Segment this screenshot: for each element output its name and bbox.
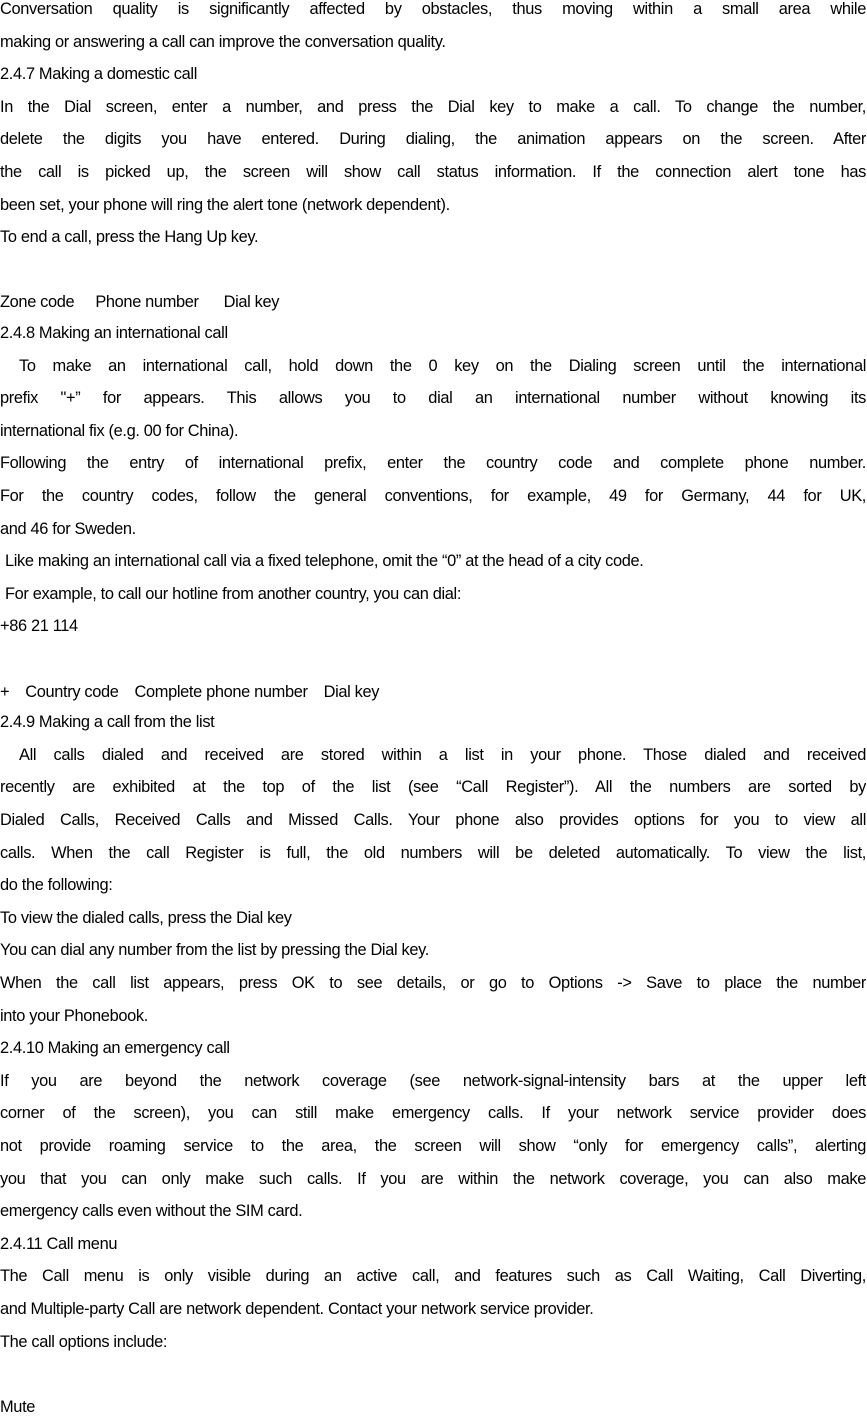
caption-zone-code: Zone code xyxy=(0,293,75,312)
caption-country-code: Country code xyxy=(25,682,119,701)
section-heading: 2.4.11 Call menu xyxy=(0,1234,118,1253)
caption-dial-key: Dial key xyxy=(223,293,280,312)
body-text: not provide roaming service to the area, the screen will show “only for emergency calls”, alerting xyxy=(0,1137,866,1155)
body-text: The call options include: xyxy=(0,1332,168,1351)
body-text: calls. When the call Register is full, the old numbers will be deleted automatically. To view the list, xyxy=(0,843,866,862)
body-text: into your Phonebook. xyxy=(0,1006,148,1025)
body-text: do the following: xyxy=(0,876,113,895)
list-item: Mute xyxy=(0,1397,36,1416)
figure-caption xyxy=(0,676,866,709)
caption-plus: + xyxy=(0,682,10,701)
body-text: All calls dialed and received are stored within a list in your phone. Those dialed and received xyxy=(19,745,866,764)
section-heading: 2.4.10 Making an emergency call xyxy=(0,1039,230,1058)
body-text: Following the entry of international prefix, enter the country code and complete phone number. xyxy=(0,454,866,473)
body-text: Conversation quality is significantly affected by obstacles, thus moving within a small area while xyxy=(0,0,866,18)
body-text: +86 21 114 xyxy=(0,617,78,636)
caption-phone-number: Phone number xyxy=(95,293,199,312)
body-text: The Call menu is only visible during an active call, and features such as Call Waiting, Call Diverting, xyxy=(0,1267,866,1286)
body-text: and Multiple-party Call are network dependent. Contact your network service provider. xyxy=(0,1300,594,1318)
body-text: To view the dialed calls, press the Dial key xyxy=(0,908,292,927)
caption-dial-key: Dial key xyxy=(323,682,380,701)
body-text: you that you can only make such calls. If you are within the network coverage, you can also make xyxy=(0,1169,866,1188)
body-text: corner of the screen), you can still make emergency calls. If your network service provider does xyxy=(0,1104,866,1123)
body-text: been set, your phone will ring the alert tone (network dependent). xyxy=(0,195,450,214)
body-text: You can dial any number from the list by pressing the Dial key. xyxy=(0,941,429,960)
body-text: For example, to call our hotline from another country, you can dial: xyxy=(5,584,462,603)
body-text: In the Dial screen, enter a number, and press the Dial key to make a call. To change the number, xyxy=(0,97,866,116)
figure-caption xyxy=(0,286,866,319)
section-heading: 2.4.7 Making a domestic call xyxy=(0,65,198,84)
body-text: international fix (e.g. 00 for China). xyxy=(0,421,239,440)
body-text: delete the digits you have entered. During dialing, the animation appears on the screen. After xyxy=(0,130,866,149)
body-text: Like making an international call via a fixed telephone, omit the “0” at the head of a city code. xyxy=(5,552,644,571)
body-text: and 46 for Sweden. xyxy=(0,519,136,538)
body-text: For the country codes, follow the general conventions, for example, 49 for Germany, 44 for UK, xyxy=(0,487,866,505)
body-text: To make an international call, hold down the 0 key on the Dialing screen until the international xyxy=(19,356,866,375)
body-text: the call is picked up, the screen will show call status information. If the connection alert tone has xyxy=(0,163,866,181)
body-text: To end a call, press the Hang Up key. xyxy=(0,228,259,247)
body-text: Dialed Calls, Received Calls and Missed Calls. Your phone also provides options for you to view all xyxy=(0,811,866,829)
body-text: emergency calls even without the SIM card. xyxy=(0,1202,303,1221)
section-heading: 2.4.8 Making an international call xyxy=(0,324,228,342)
body-text: prefix "+” for appears. This allows you to dial an international number without knowing its xyxy=(0,389,866,408)
body-text: When the call list appears, press OK to see details, or go to Options -> Save to place the number xyxy=(0,974,866,992)
caption-complete-phone-number: Complete phone number xyxy=(134,682,308,701)
section-heading: 2.4.9 Making a call from the list xyxy=(0,713,215,732)
body-text: recently are exhibited at the top of the list (see “Call Register”). All the numbers are sorted by xyxy=(0,778,866,797)
body-text: making or answering a call can improve the conversation quality. xyxy=(0,32,446,51)
body-text: If you are beyond the network coverage (see network-signal-intensity bars at the upper left xyxy=(0,1071,866,1090)
